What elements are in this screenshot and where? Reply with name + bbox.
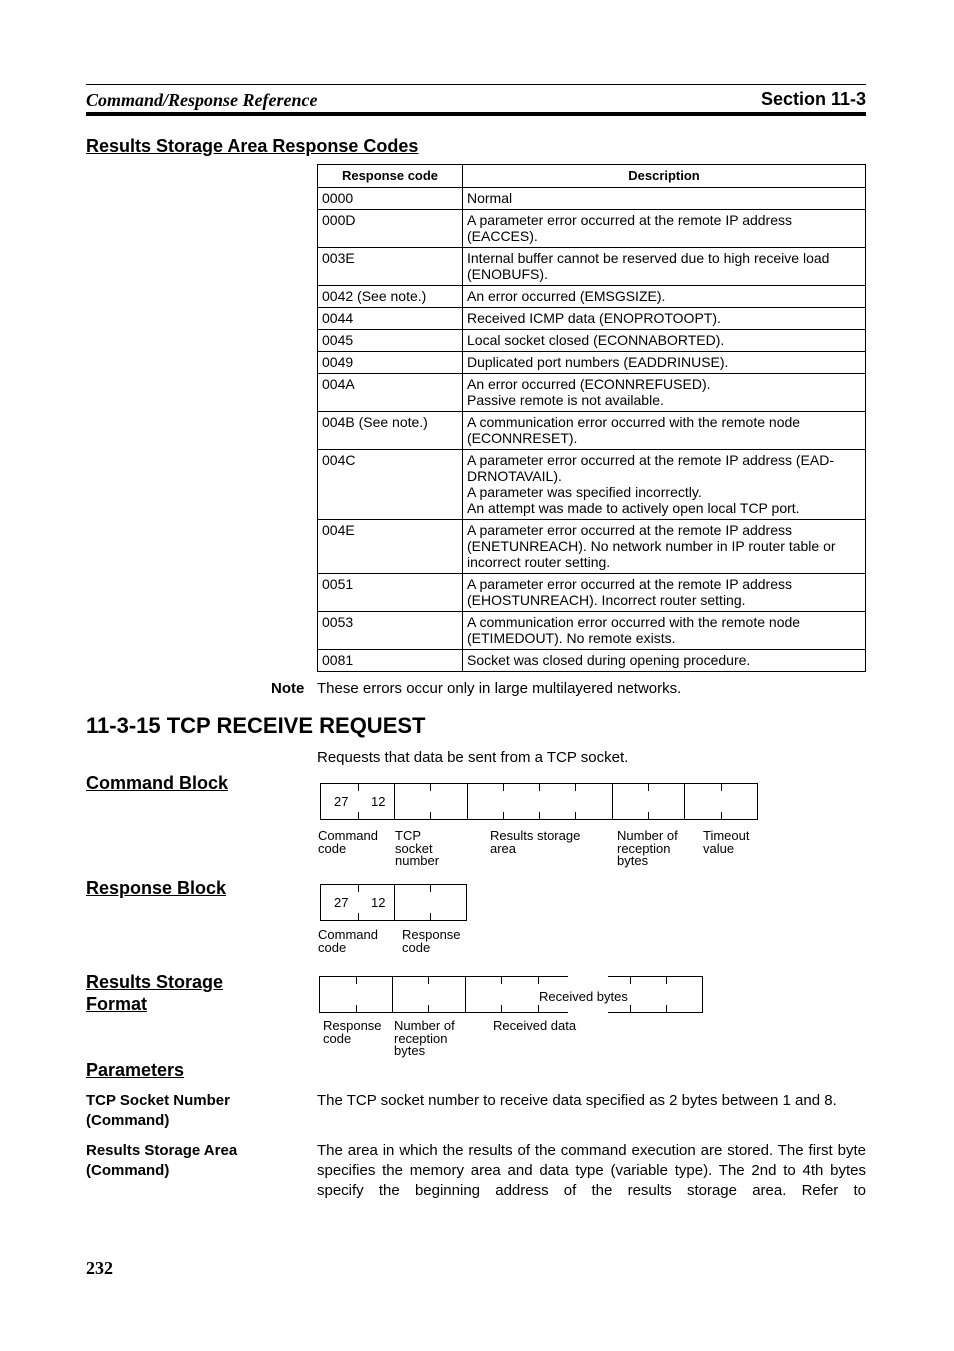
description-line: A parameter error occurred at the remote IP address	[467, 522, 793, 538]
table-row	[318, 612, 866, 650]
table-row	[318, 308, 866, 330]
cmd-label-tcp-socket-number: TCP socket number	[395, 828, 440, 868]
description-line: An error occurred (EMSGSIZE).	[467, 288, 666, 304]
description-line: (ENETUNREACH). No network number in IP router table or	[467, 538, 836, 554]
command-block-heading: Command Block	[86, 773, 229, 793]
description-cell	[463, 330, 866, 352]
table-header-row	[318, 165, 866, 188]
param-text-results-storage-area: The area in which the results of the command execution are stored. The first byte specifies the memory area and data type (variable type). The 2nd to 4th bytes specify the beginning address of the results storage area. Refer to	[317, 1142, 866, 1199]
cmd-label-timeout-value: Timeout value	[703, 828, 750, 856]
description-cell	[463, 450, 866, 520]
response-codes-heading: Results Storage Area Response Codes	[86, 136, 419, 156]
response-code-cell: 0049	[318, 352, 463, 374]
resp-label-response-code: Response code	[402, 927, 461, 955]
table-row	[318, 188, 866, 210]
rsf-label-response-code: Response code	[323, 1018, 382, 1046]
page-number: 232	[86, 1258, 113, 1278]
description-cell	[463, 374, 866, 412]
response-code-cell: 004B (See note.)	[318, 412, 463, 450]
description-line: Internal buffer cannot be reserved due to high receive load	[467, 250, 830, 266]
response-code-cell: 004A	[318, 374, 463, 412]
table-row	[318, 650, 866, 672]
response-block-heading: Response Block	[86, 878, 227, 898]
response-code-cell: 004C	[318, 450, 463, 520]
description-cell	[463, 412, 866, 450]
description-cell	[463, 210, 866, 248]
description-line: (ENOBUFS).	[467, 266, 548, 282]
description-line: A communication error occurred with the remote node	[467, 414, 801, 430]
description-line: Received ICMP data (ENOPROTOOPT).	[467, 310, 721, 326]
description-line: A communication error occurred with the remote node	[467, 614, 801, 630]
response-command-code-byte-1: 27	[334, 895, 349, 910]
description-cell	[463, 308, 866, 330]
description-cell	[463, 574, 866, 612]
parameters-heading: Parameters	[86, 1060, 185, 1080]
command-code-byte-1: 27	[334, 794, 349, 809]
command-code-byte-2: 12	[371, 794, 386, 809]
results-storage-format-heading: Results Storage Format	[86, 972, 224, 1014]
description-line: Local socket closed (ECONNABORTED).	[467, 332, 725, 348]
description-line: Normal	[467, 190, 513, 206]
response-code-cell: 0053	[318, 612, 463, 650]
response-codes-table	[317, 164, 866, 672]
param-label-results-storage-area: Results Storage Area (Command)	[86, 1142, 238, 1179]
param-text-tcp-socket-number: The TCP socket number to receive data specified as 2 bytes between 1 and 8.	[317, 1092, 837, 1109]
header-top-rule	[86, 84, 866, 85]
description-cell	[463, 248, 866, 286]
table-row	[318, 412, 866, 450]
description-line: Duplicated port numbers (EADDRINUSE).	[467, 354, 729, 370]
note-label: Note	[271, 680, 305, 697]
table-row	[318, 210, 866, 248]
rsf-label-number-of-reception-bytes: Number of reception bytes	[394, 1018, 455, 1058]
section-title: 11-3-15 TCP RECEIVE REQUEST	[86, 713, 426, 738]
note-text: These errors occur only in large multilayered networks.	[317, 680, 682, 697]
description-line: A parameter error occurred at the remote IP address (EAD-	[467, 452, 835, 468]
description-line: A parameter error occurred at the remote IP address	[467, 212, 793, 228]
description-line: incorrect router setting.	[467, 554, 611, 570]
description-cell	[463, 650, 866, 672]
description-cell	[463, 352, 866, 374]
response-block-diagram	[320, 884, 467, 921]
description-cell	[463, 188, 866, 210]
description-cell	[463, 520, 866, 574]
param-label-tcp-socket-number: TCP Socket Number (Command)	[86, 1092, 230, 1129]
cmd-label-number-of-reception-bytes: Number of reception bytes	[617, 828, 678, 868]
description-line: An error occurred (ECONNREFUSED).	[467, 376, 711, 392]
table-row	[318, 520, 866, 574]
response-code-cell: 0000	[318, 188, 463, 210]
results-storage-format-diagram	[319, 976, 703, 1013]
response-code-cell: 0081	[318, 650, 463, 672]
table-row	[318, 352, 866, 374]
description-line: A parameter was specified incorrectly.	[467, 484, 702, 500]
intro-text: Requests that data be sent from a TCP socket.	[317, 749, 629, 766]
table-row	[318, 450, 866, 520]
header-section-number: Section 11-3	[760, 89, 866, 109]
response-code-cell: 0045	[318, 330, 463, 352]
header-bottom-rule	[86, 112, 866, 116]
description-line: (ETIMEDOUT). No remote exists.	[467, 630, 676, 646]
response-code-cell: 0042 (See note.)	[318, 286, 463, 308]
column-header-response-code: Response code	[318, 165, 463, 188]
table-row	[318, 286, 866, 308]
response-command-code-byte-2: 12	[371, 895, 386, 910]
response-code-cell: 0051	[318, 574, 463, 612]
table-row	[318, 574, 866, 612]
description-line: An attempt was made to actively open local TCP port.	[467, 500, 800, 516]
response-code-cell: 0044	[318, 308, 463, 330]
command-block-diagram	[320, 783, 758, 820]
response-code-cell: 000D	[318, 210, 463, 248]
column-header-description: Description	[463, 165, 866, 188]
description-line: (ECONNRESET).	[467, 430, 578, 446]
cmd-label-command-code: Command code	[318, 828, 378, 856]
received-bytes-label: Received bytes	[539, 989, 628, 1004]
description-line: A parameter error occurred at the remote IP address	[467, 576, 793, 592]
description-line: Socket was closed during opening procedure.	[467, 652, 751, 668]
response-code-cell: 003E	[318, 248, 463, 286]
description-line: DRNOTAVAIL).	[467, 468, 562, 484]
description-cell	[463, 286, 866, 308]
resp-label-command-code: Command code	[318, 927, 378, 955]
description-line: (EACCES).	[467, 228, 538, 244]
table-row	[318, 374, 866, 412]
cmd-label-results-storage-area: Results storage area	[490, 828, 581, 856]
description-line: Passive remote is not available.	[467, 392, 664, 408]
table-row	[318, 330, 866, 352]
rsf-label-received-data: Received data	[493, 1018, 577, 1033]
description-line: (EHOSTUNREACH). Incorrect router setting.	[467, 592, 746, 608]
description-cell	[463, 612, 866, 650]
table-row	[318, 248, 866, 286]
header-chapter-title: Command/Response Reference	[86, 90, 318, 110]
response-code-cell: 004E	[318, 520, 463, 574]
response-codes-table-body	[318, 188, 866, 672]
